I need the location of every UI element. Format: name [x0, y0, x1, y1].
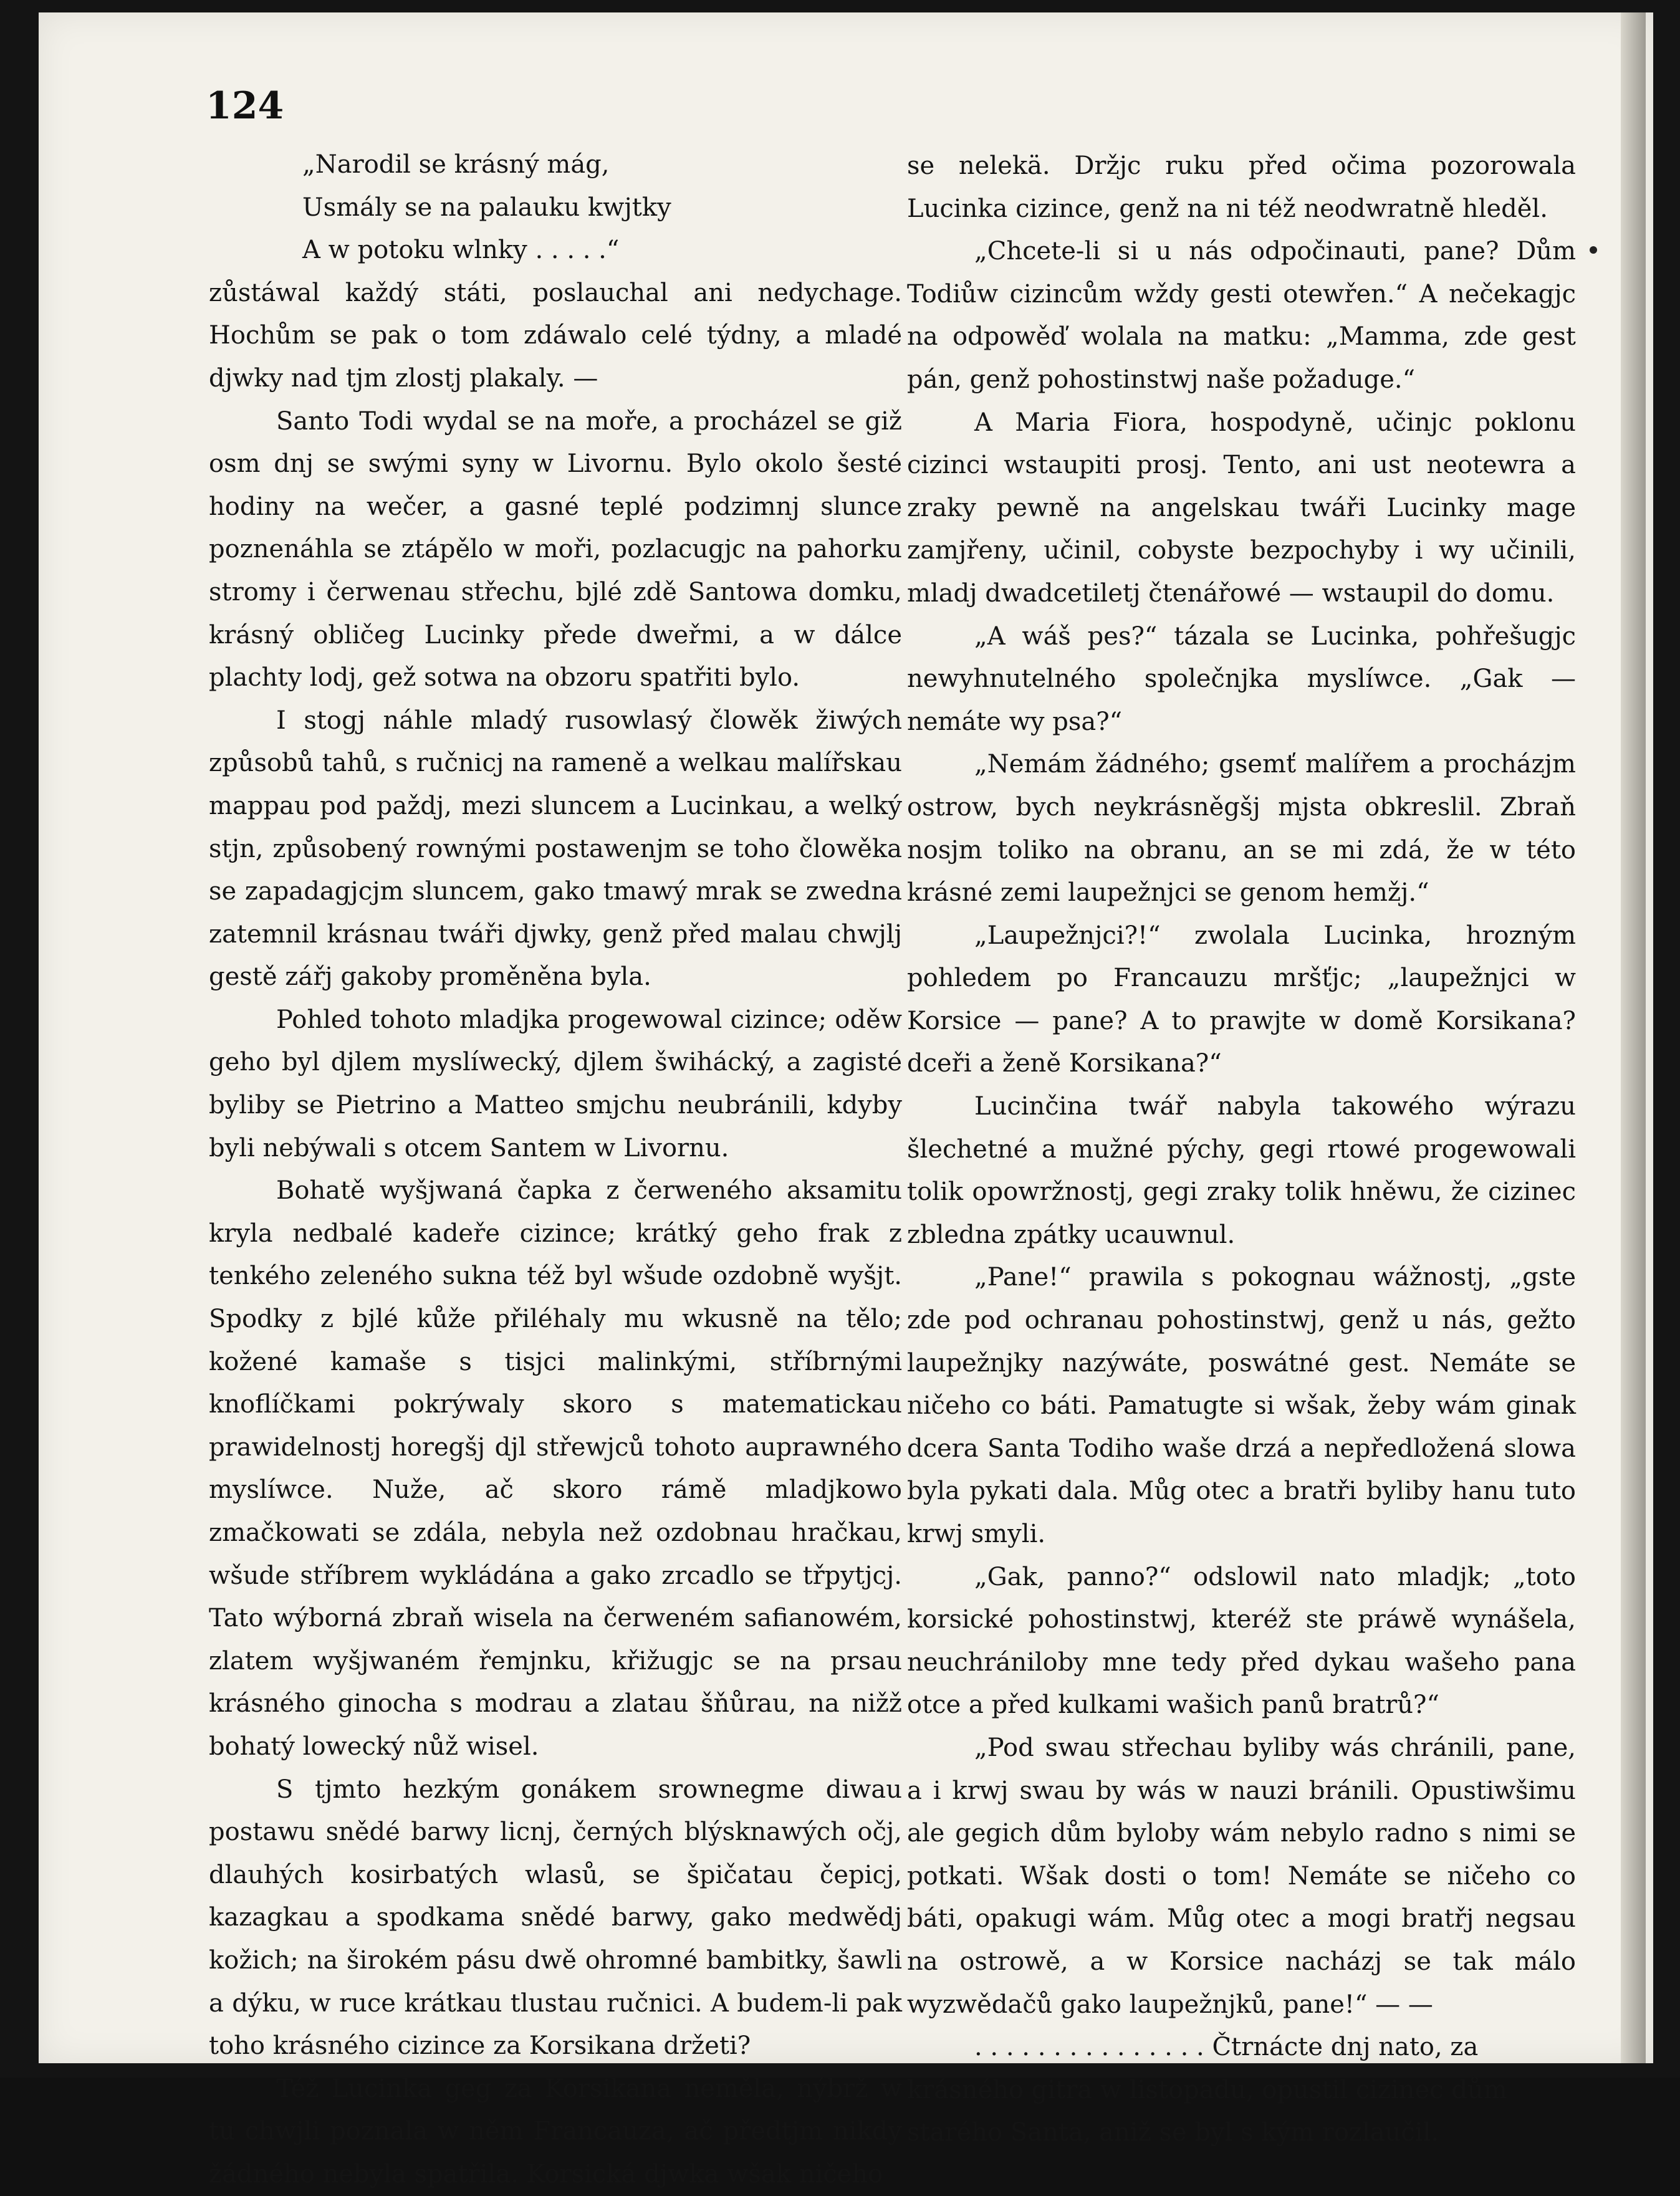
- paragraph: „Gak, panno?“ odslowil nato mladjk; „toto korsické pohostinstwj, kteréž ste práwě wynášela, neuchrániloby mne tedy před dykau wašeho pana otce a před kulkami wašich panů bratrů?“: [907, 1562, 1576, 1720]
- paragraph: S tjmto hezkým gonákem srownegme diwau postawu snědé barwy licnj, černých blýsknawých očj, dlauhých kosirbatých wlasů, se špičatau čepicj, kazagkau a spodkama snědé barwy, gako medwědj kožich; na širokém pásu dwě ohromné bambitky, šawli a dýku, w ruce krátkau tlustau ručnici. A budem-li pak toho krásného cizince za Korsikana držeti?: [209, 1775, 902, 2061]
- paragraph: „Pod swau střechau byliby wás chránili, pane, a i krwj swau by wás w nauzi bránili. Opustiwšimu ale gegich dům byloby wám nebylo radno s nimi se potkati. Wšak dosti o tom! Nemáte se ničeho co báti, opakugi wám. Můg otec a mogi bratřj negsau na ostrowě, a w Korsice nacházj se tak málo wyzwědačů gako laupežnjků, pane!“ — —: [907, 1733, 1576, 2019]
- paragraph: „A wáš pes?“ tázala se Lucinka, pohřešugjc newyhnutelného společnjka myslíwce. „Gak — nemáte wy psa?“: [907, 621, 1576, 736]
- verse: [209, 143, 902, 272]
- closing-paragraph: . . . . . . . . . . . . . . . Čtrnácte dnj nato, za krásného gitra w listopadu, opustil cizinec dům starého Santa, aniž se byl s kým rozlaučil.: [907, 2033, 1507, 2147]
- right-column: [907, 145, 1576, 2154]
- paragraph: A Maria Fiora, hospodyně, učinjc poklonu cizinci wstaupiti prosj. Tento, ani ust neotewra a zraky pewně na angelskau twáři Lucinky mage zamjřeny, učinil, cobyste bezpochyby i wy učinili, mladj dwadcetiletj čtenářowé — wstaupil do domu.: [907, 408, 1576, 608]
- paragraph: „Chcete-li si u nás odpočinauti, pane? Dům Todiůw cizincům wždy gesti otewřen.“ A nečekagjc na odpowěď wolala na matku: „Mamma, zde gest pán, genž pohostinstwj naše požaduge.“: [907, 237, 1576, 394]
- paragraph: Lucinčina twář nabyla takowého wýrazu šlechetné a mužné pýchy, gegi rtowé progewowali tolik opowržnostj, gegi zraky tolik hněwu, že cizinec zbledna zpátky ucauwnul.: [907, 1092, 1576, 1249]
- paragraph: „Pane!“ prawila s pokognau wážnostj, „gste zde pod ochranau pohostinstwj, genž u nás, gežto laupežnjky nazýwáte, poswátné gest. Nemáte se ničeho co báti. Pamatugte si wšak, žeby wám ginak dcera Santa Todiho waše drzá a nepředložená slowa byla pykati dala. Můg otec a bratři byliby hanu tuto krwj smyli.: [907, 1263, 1576, 1548]
- verse-line: A w potoku wlnky . . . . .“: [302, 236, 620, 265]
- page-number: 124: [206, 84, 284, 128]
- paragraph: „Laupežnjci?!“ zwolala Lucinka, hrozným pohledem po Francauzu mršťjc; „laupežnjci w Korsice — pane? A to prawjte w domě Korsikana? dceři a ženě Korsikana?“: [907, 921, 1576, 1078]
- paragraph: Pohled tohoto mladjka progewowal cizince; oděw geho byl djlem myslíwecký, djlem šwihácký, a zagisté byliby se Pietrino a Matteo smjchu neubránili, kdyby byli nebýwali s otcem Santem w Livornu.: [209, 1005, 902, 1163]
- left-column: [209, 143, 902, 2196]
- paragraph: Bohatě wyšjwaná čapka z čerweného aksamitu kryla nedbalé kadeře cizince; krátký geho frak z tenkého zeleného sukna též byl wšude ozdobně wyšjt. Spodky z bjlé kůže přiléhaly mu wkusně na tělo; kožené kamaše s tisjci malinkými, stříbrnými knoflíčkami pokrýwaly skoro s matematickau prawidelnostj horegšj djl střewjců tohoto auprawného myslíwce. Nuže, ač skoro rámě mladjkowo zmačkowati se zdála, nebyla než ozdobnau hračkau, wšude stříbrem wykládána a gako zrcadlo se třpytjcj. Tato wýborná zbraň wisela na čerweném safianowém, zlatem wyšjwaném řemjnku, křižugjc se na prsau krásného ginocha s modrau a zlatau šňůrau, na nižž bohatý lowecký nůž wisel.: [209, 1176, 902, 1761]
- ink-dot: [1590, 246, 1597, 254]
- paragraph: „Nemám žádného; gsemť malířem a procházjm ostrow, bych neykrásněgšj mjsta obkreslil. Zbraň nosjm toliko na obranu, an se mi zdá, že w této krásné zemi laupežnjci se genom hemžj.“: [907, 750, 1576, 908]
- verse-line: „Narodil se krásný mág,: [302, 150, 610, 179]
- paragraph: zůstáwal každý státi, poslauchal ani nedychage. Hochům se pak o tom zdáwalo celé týdny, a mladé djwky nad tjm zlostj plakaly. —: [209, 278, 902, 393]
- verse-line: Usmály se na palauku kwjtky: [302, 193, 671, 222]
- paragraph: Santo Todi wydal se na moře, a procházel se giž osm dnj se swými syny w Livornu. Bylo okolo šesté hodiny na wečer, a gasné teplé podzimnj slunce poznenáhla se ztápělo w moři, pozlacugjc na pahorku stromy i čerwenau střechu, bjlé zdě Santowa domku, krásný obličeg Lucinky přede dweřmi, a w dálce plachty lodj, gež sotwa na obzoru spatřiti bylo.: [209, 406, 902, 693]
- paragraph: Též Lucinka geg za Korsikana neměla, nýbrž w tu chwjli poznala w něm Francauza, ač předtjm nikdy žádného nebyla spatřila. Korsická djwka wšak ničeho: [209, 2074, 902, 2189]
- page-edge: [1621, 12, 1646, 2063]
- paragraph: I stogj náhle mladý rusowlasý člowěk žiwých způsobů tahů, s ručnicj na rameně a welkau malířskau mappau pod paždj, mezi sluncem a Lucinkau, a welký stjn, způsobený rownými postawenjm se toho člowěka se zapadagjcjm sluncem, gako tmawý mrak se zwedna zatemnil krásnau twáři djwky, genž před malau chwjlj gestě zářj gakoby proměněna byla.: [209, 706, 902, 992]
- paragraph: se nelekä. Držjc ruku před očima pozorowala Lucinka cizince, genž na ni též neodwratně hleděl.: [907, 151, 1576, 223]
